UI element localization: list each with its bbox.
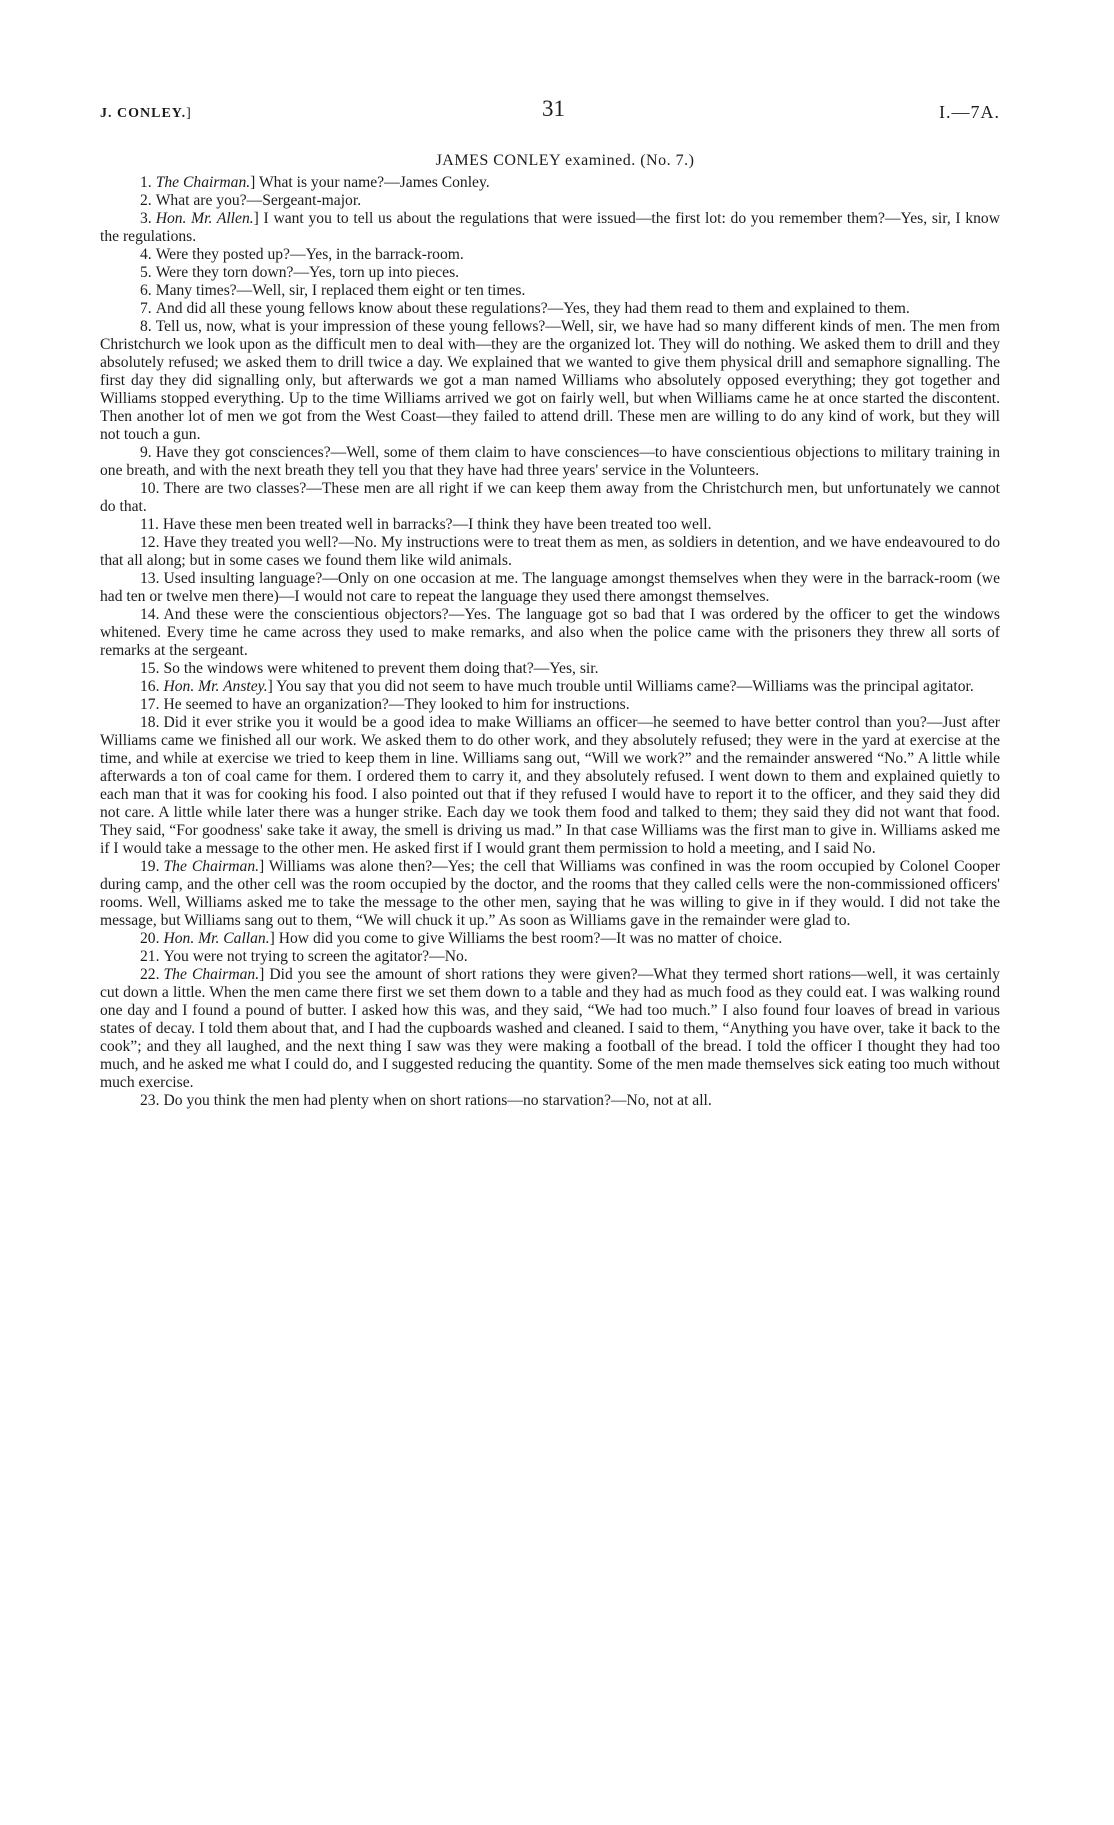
- testimony-text: So the windows were whitened to prevent them doing that?—Yes, sir.: [163, 660, 599, 677]
- testimony-text: Were they torn down?—Yes, torn up into pieces.: [155, 264, 460, 281]
- testimony-paragraph: [100, 534, 1000, 570]
- testimony-paragraph: [100, 516, 1000, 534]
- question-number: 16.: [140, 678, 160, 695]
- question-number: 12.: [140, 534, 160, 551]
- question-number: 7.: [140, 300, 152, 317]
- question-number: 21.: [140, 948, 160, 965]
- testimony-text: Did it ever strike you it would be a good idea to make Williams an officer—he seemed to have better control than you?—Just after Williams came we finished all our work. We asked them to do other work, and they absolutely refused; they were in the yard at exercise at the time, and while at exercise we tried to keep them in line. Williams sang out, “Will we work?” and the remainder answered “No.” A little while afterwards a ton of coal came for them. I ordered them to carry it, and they absolutely refused. I went down to them and explained quietly to each man that it was for cooking his food. I also pointed out that if they refused I would have to report it to the officer, and they said they did not care. A little while later there was a hunger strike. Each day we took them food and talked to them; they said they did not want that food. They said, “For goodness' sake take it away, the smell is driving us mad.” In that case Williams was the first man to give in. Williams asked me if I would take a message to the other men. He asked first if I would grant them permission to hold a meeting, and I said No.: [100, 714, 1000, 857]
- testimony-paragraph: [100, 606, 1000, 660]
- testimony-text: Do you think the men had plenty when on short rations—no starvation?—No, not at all.: [163, 1092, 712, 1109]
- testimony-paragraph: [100, 246, 1000, 264]
- examination-title: JAMES CONLEY examined. (No. 7.): [435, 152, 695, 169]
- question-number: 2.: [140, 192, 152, 209]
- question-number: 9.: [140, 444, 152, 461]
- question-number: 15.: [140, 660, 160, 677]
- testimony-text: Have they got consciences?—Well, some of them claim to have consciences—to have conscientious objections to military training in one breath, and with the next breath they tell you that they have had three years' service in the Volunteers.: [100, 444, 1000, 479]
- speaker-name: The Chairman.: [163, 966, 260, 983]
- speaker-name: The Chairman.: [163, 858, 260, 875]
- testimony-text: How did you come to give Williams the best room?—It was no matter of choice.: [278, 930, 783, 947]
- question-number: 10.: [140, 480, 160, 497]
- question-number: 14.: [140, 606, 160, 623]
- question-number: 4.: [140, 246, 152, 263]
- paper-reference: I.—7A.: [939, 102, 1000, 122]
- question-number: 6.: [140, 282, 152, 299]
- testimony-paragraph: [100, 282, 1000, 300]
- testimony-paragraph: [100, 264, 1000, 282]
- testimony-paragraph: [100, 714, 1000, 858]
- testimony-paragraph: [100, 192, 1000, 210]
- testimony-body: [100, 174, 1000, 1110]
- testimony-text: Williams was alone then?—Yes; the cell that Williams was confined in was the room occupied by Colonel Cooper during camp, and the other cell was the room occupied by the doctor, and the rooms that they called cells were the non-commissioned officers' rooms. Well, Williams asked me to take the message to the other men, saying that he was willing to give in if they would. I did not take the message, but Williams sang out to them, “We will chuck it up.” As soon as Williams gave in the remainder were glad to.: [100, 858, 1000, 929]
- testimony-text: You say that you did not seem to have much trouble until Williams came?—Williams was the principal agitator.: [276, 678, 974, 695]
- speaker-name: Hon. Mr. Callan.: [163, 930, 270, 947]
- question-number: 19.: [140, 858, 160, 875]
- page-number: 31: [542, 96, 565, 121]
- document-page: [100, 96, 1000, 1110]
- page-header: [100, 96, 1000, 136]
- testimony-text: And did all these young fellows know about these regulations?—Yes, they had them read to them and explained to them.: [155, 300, 910, 317]
- testimony-text: Were they posted up?—Yes, in the barrack-room.: [155, 246, 464, 263]
- speaker-name: Hon. Mr. Anstey.: [163, 678, 268, 695]
- testimony-paragraph: 16. Hon. Mr. Anstey.] You say that you did not seem to have much trouble until Williams came?—Williams was the principal agitator.: [140, 678, 974, 695]
- testimony-paragraph: 22. The Chairman.] Did you see the amount of short rations they were given?—What they termed short rations—well, it was certainly cut down a little. When the men came there first we set them down to a table and they had as much food as they could eat. I was walking round one day and I found a pound of butter. I asked how this was, and they said, “We had too much.” I also found four loaves of bread in various states of decay. I told them about that, and I had the cupboards washed and cleaned. I said to them, “Anything you have over, take it back to the cook”; and they all laughed, and the next thing I saw was they were making a football of the bread. I told the officer I thought they had too much, and he asked me what I could do, and I suggested reducing the quantity. Some of the men made themselves sick eating too much without much exercise.: [100, 966, 1000, 1091]
- question-number: 13.: [140, 570, 160, 587]
- question-number: 22.: [140, 966, 160, 983]
- testimony-paragraph: 3. Hon. Mr. Allen.] I want you to tell us about the regulations that were issued—the first lot: do you remember them?—Yes, sir, I know the regulations.: [100, 210, 1000, 245]
- question-number: 3.: [140, 210, 152, 227]
- testimony-text: I want you to tell us about the regulations that were issued—the first lot: do you remember them?—Yes, sir, I know the regulations.: [100, 210, 1000, 245]
- testimony-paragraph: [100, 948, 1000, 966]
- testimony-paragraph: 1. The Chairman.] What is your name?—James Conley.: [140, 174, 490, 191]
- question-number: 17.: [140, 696, 160, 713]
- question-number: 1.: [140, 174, 152, 191]
- testimony-text: You were not trying to screen the agitator?—No.: [163, 948, 468, 965]
- testimony-paragraph: 20. Hon. Mr. Callan.] How did you come to give Williams the best room?—It was no matter of choice.: [140, 930, 783, 947]
- testimony-paragraph: [100, 660, 1000, 678]
- testimony-paragraph: [100, 300, 1000, 318]
- testimony-text: Have they treated you well?—No. My instructions were to treat them as men, as soldiers in detention, and we have endeavoured to do that all along; but in some cases we found them like wild animals.: [100, 534, 1000, 569]
- testimony-text: And these were the conscientious objectors?—Yes. The language got so bad that I was ordered by the officer to get the windows whitened. Every time he came across they used to make remarks, and also when the police came with the prisoners they threw all sorts of remarks at the sergeant.: [100, 606, 1000, 659]
- testimony-text: What is your name?—James Conley.: [258, 174, 490, 191]
- testimony-paragraph: [100, 570, 1000, 606]
- question-number: 18.: [140, 714, 160, 731]
- question-number: 11.: [140, 516, 159, 533]
- question-number: 20.: [140, 930, 160, 947]
- testimony-paragraph: 19. The Chairman.] Williams was alone then?—Yes; the cell that Williams was confined in was the room occupied by Colonel Cooper during camp, and the other cell was the room occupied by the doctor, and the rooms that they called cells were the non-commissioned officers' rooms. Well, Williams asked me to take the message to the other men, saying that he was willing to give in if they would. I did not take the message, but Williams sang out to them, “We will chuck it up.” As soon as Williams gave in the remainder were glad to.: [100, 858, 1000, 929]
- testimony-text: Used insulting language?—Only on one occasion at me. The language amongst themselves when they were in the barrack-room (we had ten or twelve men there)—I would not care to repeat the language they used there amongst themselves.: [100, 570, 1000, 605]
- testimony-text: There are two classes?—These men are all right if we can keep them away from the Christchurch men, but unfortunately we cannot do that.: [100, 480, 1000, 515]
- testimony-text: Many times?—Well, sir, I replaced them eight or ten times.: [155, 282, 526, 299]
- speaker-name: Hon. Mr. Allen.: [155, 210, 254, 227]
- question-number: 8.: [140, 318, 152, 335]
- question-number: 5.: [140, 264, 152, 281]
- testimony-paragraph: [100, 1092, 1000, 1110]
- testimony-paragraph: [100, 696, 1000, 714]
- testimony-paragraph: [100, 318, 1000, 444]
- header-witness-name: J. CONLEY.]: [100, 106, 192, 121]
- testimony-text: Tell us, now, what is your impression of these young fellows?—Well, sir, we have had so many different kinds of men. The men from Christchurch we look upon as the difficult men to deal with—they are the organized lot. They will do nothing. We asked them to drill and they absolutely refused; we asked them to drill twice a day. We explained that we wanted to give them physical drill and semaphore signalling. The first day they did signalling only, but afterwards we got a man named Williams who absolutely opposed everything; they got together and Williams stopped everything. Up to the time Williams arrived we got on fairly well, but when Williams came he at once started the discontent. Then another lot of men we got from the West Coast—they failed to attend drill. These men are willing to do any kind of work, but they will not touch a gun.: [100, 318, 1000, 443]
- testimony-text: What are you?—Sergeant-major.: [155, 192, 362, 209]
- testimony-text: He seemed to have an organization?—They looked to him for instructions.: [163, 696, 630, 713]
- question-number: 23.: [140, 1092, 160, 1109]
- testimony-text: Did you see the amount of short rations they were given?—What they termed short rations—well, it was certainly cut down a little. When the men came there first we set them down to a table and they had as much food as they could eat. I was walking round one day and I found a pound of butter. I asked how this was, and they said, “We had too much.” I also found four loaves of bread in various states of decay. I told them about that, and I had the cupboards washed and cleaned. I said to them, “Anything you have over, take it back to the cook”; and they all laughed, and the next thing I saw was they were making a football of the bread. I told the officer I thought they had too much, and he asked me what I could do, and I suggested reducing the quantity. Some of the men made themselves sick eating too much without much exercise.: [100, 966, 1000, 1091]
- speaker-name: The Chairman.: [155, 174, 251, 191]
- testimony-paragraph: [100, 444, 1000, 480]
- testimony-paragraph: [100, 480, 1000, 516]
- testimony-text: Have these men been treated well in barracks?—I think they have been treated too well.: [162, 516, 712, 533]
